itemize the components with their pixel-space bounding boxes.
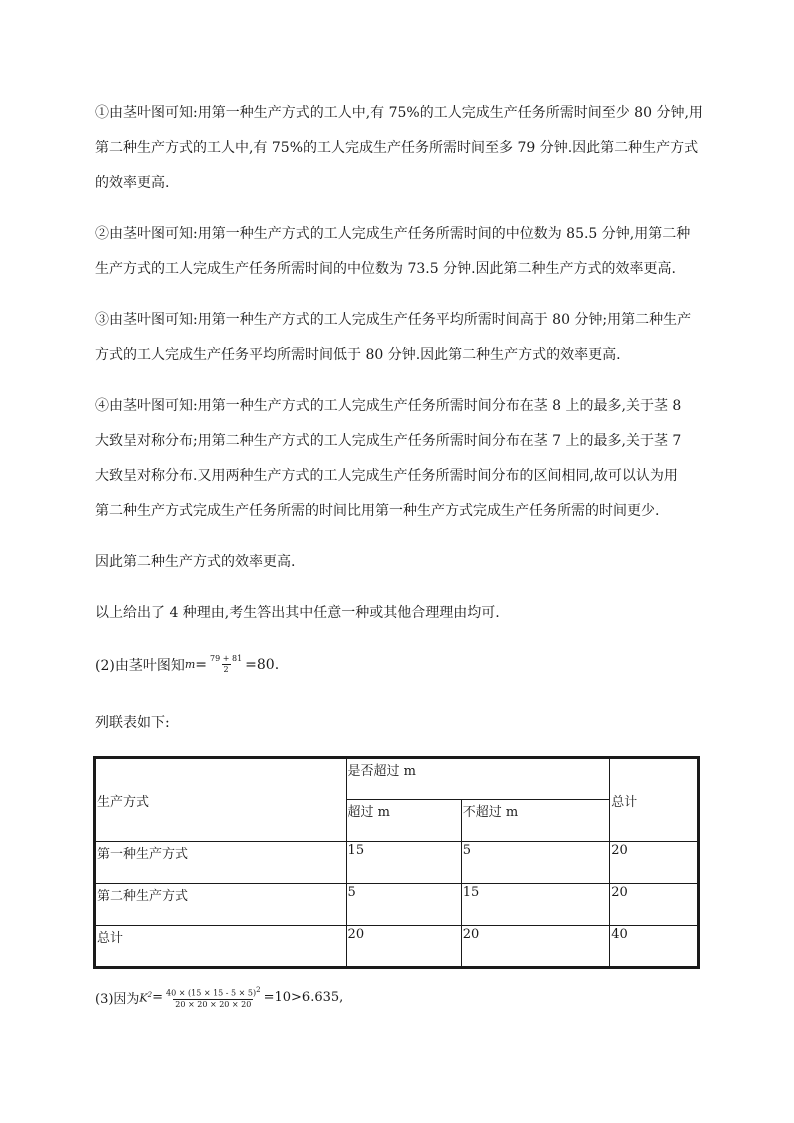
fraction — [164, 985, 263, 1010]
cell-total: 20 — [610, 884, 699, 926]
reason-paragraph-2 — [95, 217, 705, 287]
cell-no: 15 — [461, 884, 610, 926]
fraction-numerator — [164, 985, 263, 999]
equals-sign: = — [152, 989, 164, 1005]
contingency-table — [93, 756, 700, 969]
table-row — [95, 842, 699, 884]
row-label: 第二种生产方式 — [95, 884, 347, 926]
table-row — [95, 884, 699, 926]
fraction-numerator: 79 + 81 — [210, 654, 243, 663]
part3-formula — [95, 985, 343, 1010]
equals-sign: = — [195, 656, 208, 673]
text-line: ③由茎叶图可知:用第一种生产方式的工人完成生产任务平均所需时间高于 80 分钟;用第二种生产 — [95, 312, 692, 328]
header-exceed-yes: 超过 m — [346, 800, 461, 842]
variable-m: m — [184, 658, 196, 671]
fraction-denominator: 2 — [223, 665, 229, 674]
part3-result: =10>6.635, — [263, 989, 344, 1005]
part3-prefix: (3)因为 — [95, 991, 140, 1007]
text-line: ①由茎叶图可知:用第一种生产方式的工人中,有 75%的工人完成生产任务所需时间至少 80 分钟,用 — [95, 105, 703, 121]
numerator-text: 40 × (15 × 15 - 5 × 5) — [166, 988, 257, 998]
reason-paragraph-3 — [95, 303, 705, 373]
text-line: 第二种生产方式完成生产任务所需的时间比用第一种生产方式完成生产任务所需的时间更少. — [95, 503, 660, 519]
text-line: 大致呈对称分布;用第二种生产方式的工人完成生产任务所需时间分布在茎 7 上的最多,关于茎 7 — [95, 433, 682, 449]
cell-no: 20 — [461, 926, 610, 968]
row-label: 第一种生产方式 — [95, 842, 347, 884]
variable-k — [139, 991, 152, 1005]
fraction-denominator: 20 × 20 × 20 × 20 — [175, 999, 252, 1009]
table-row — [95, 926, 699, 968]
cell-yes: 15 — [346, 842, 461, 884]
note-paragraph — [95, 596, 705, 631]
variable-k-exponent: 2 — [147, 990, 153, 999]
cell-total: 40 — [610, 926, 699, 968]
text-line: 方式的工人完成生产任务平均所需时间低于 80 分钟.因此第二种生产方式的效率更高. — [95, 347, 621, 363]
cell-no: 5 — [461, 842, 610, 884]
text-line: 大致呈对称分布.又用两种生产方式的工人完成生产任务所需时间分布的区间相同,故可以认为用 — [95, 468, 678, 484]
text-line: 以上给出了 4 种理由,考生答出其中任意一种或其他合理理由均可. — [95, 605, 500, 621]
fraction — [208, 654, 244, 675]
part2-prefix: (2)由茎叶图知 — [95, 657, 185, 674]
variable-k-letter: K — [139, 991, 148, 1005]
part2-formula — [95, 654, 279, 675]
cell-yes: 5 — [346, 884, 461, 926]
reason-paragraph-1 — [95, 96, 705, 201]
text-line: 因此第二种生产方式的效率更高. — [95, 554, 296, 570]
text-line: 生产方式的工人完成生产任务所需时间的中位数为 73.5 分钟.因此第二种生产方式的效率更高. — [95, 261, 676, 277]
part2-result: =80. — [245, 656, 280, 673]
header-exceed-no: 不超过 m — [461, 800, 610, 842]
header-exceed-text: 是否超过 m — [347, 764, 417, 779]
text-line: ②由茎叶图可知:用第一种生产方式的工人完成生产任务所需时间的中位数为 85.5 分钟,用第二种 — [95, 226, 691, 242]
text-line: 第二种生产方式的工人中,有 75%的工人完成生产任务所需时间至多 79 分钟.因此第二种生产方式 — [95, 140, 699, 156]
text-line: 列联表如下: — [95, 715, 170, 731]
conclusion-paragraph — [95, 545, 705, 580]
text-line: 的效率更高. — [95, 175, 170, 191]
numerator-exponent: 2 — [256, 986, 261, 994]
header-method: 生产方式 — [95, 758, 347, 842]
reason-paragraph-4 — [95, 389, 705, 529]
table-intro — [95, 706, 705, 741]
row-label: 总计 — [95, 926, 347, 968]
cell-yes: 20 — [346, 926, 461, 968]
cell-total: 20 — [610, 842, 699, 884]
header-exceed — [346, 758, 610, 800]
text-line: ④由茎叶图可知:用第一种生产方式的工人完成生产任务所需时间分布在茎 8 上的最多,关于茎 8 — [95, 398, 682, 414]
header-total: 总计 — [610, 758, 699, 842]
